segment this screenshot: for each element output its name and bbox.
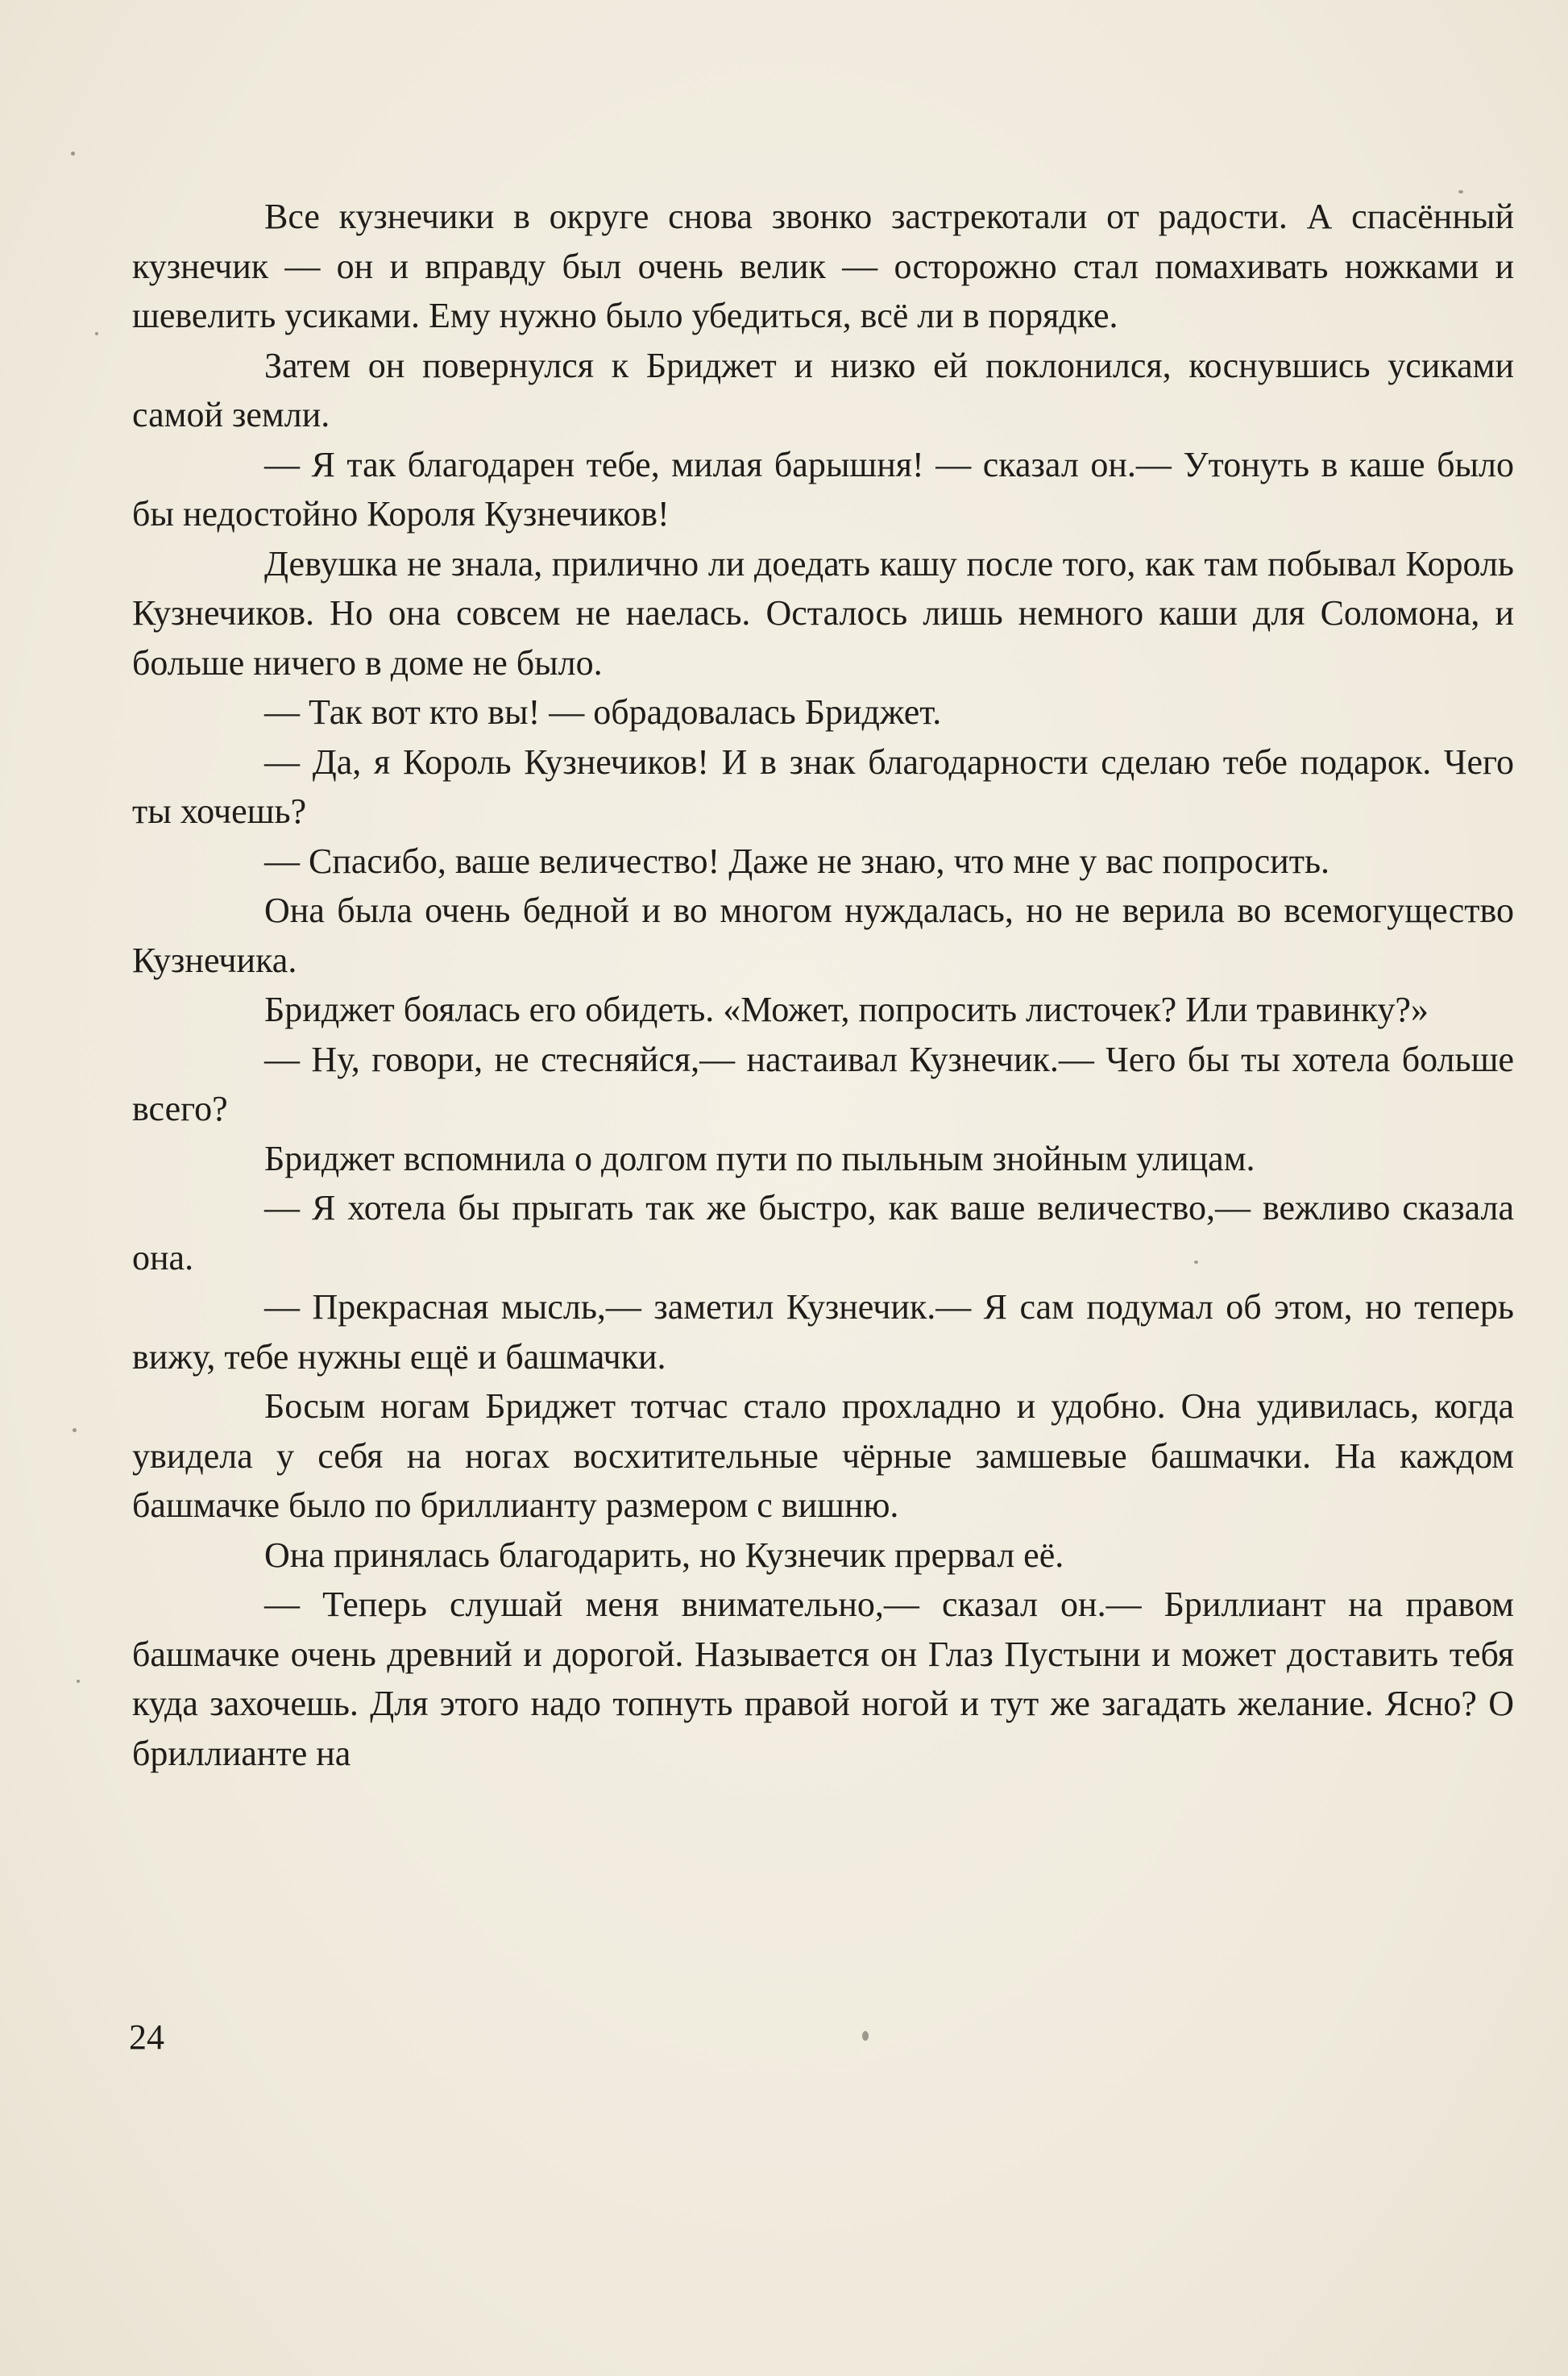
paragraph: — Я так благодарен тебе, милая барышня! — сказал он.— Утонуть в каше было бы недостойно Короля Кузнечиков! <box>132 444 1514 534</box>
paragraph: Бриджет вспомнила о долгом пути по пыльным знойным улицам. <box>264 1138 1255 1178</box>
paragraph: Босым ногам Бриджет тотчас стало прохладно и удобно. Она удивилась, когда увидела у себя на ногах восхитительные чёрные замшевые башмачки. На каждом башмачке было по бриллианту размером с вишню. <box>132 1386 1514 1525</box>
paper-speck <box>1194 1261 1198 1264</box>
paragraph: — Ну, говори, не стесняйся,— настаивал Кузнечик.— Чего бы ты хотела больше всего? <box>132 1039 1514 1128</box>
paragraph: — Спасибо, ваше величество! Даже не знаю, что мне у вас попросить. <box>264 841 1330 881</box>
page-number: 24 <box>129 2017 164 2057</box>
paragraph: — Прекрасная мысль,— заметил Кузнечик.— Я сам подумал об этом, но теперь вижу, тебе нужны ещё и башмачки. <box>132 1287 1514 1377</box>
paragraph: — Да, я Король Кузнечиков! И в знак благодарности сделаю тебе подарок. Чего ты хочешь? <box>132 741 1514 831</box>
paragraph: Затем он повернулся к Бриджет и низко ей поклонился, коснувшись усиками самой земли. <box>132 345 1514 434</box>
paper-speck <box>73 1428 77 1432</box>
paragraph: Она была очень бедной и во многом нуждалась, но не верила во всемогущество Кузнечика. <box>132 891 1514 980</box>
paragraph: — Так вот кто вы! — обрадовалась Бриджет. <box>264 692 942 732</box>
paragraph: Девушка не знала, прилично ли доедать кашу после того, как там побывал Король Кузнечиков. Но она совсем не наелась. Осталось лишь немного каши для Соломона, и больше ничего в доме не было. <box>132 543 1514 683</box>
paragraph: Бриджет боялась его обидеть. «Может, попросить листочек? Или травинку?» <box>264 990 1429 1029</box>
paragraph: — Теперь слушай меня внимательно,— сказал он.— Бриллиант на правом башмачке очень древний и дорогой. Называется он Глаз Пустыни и может доставить тебя куда захочешь. Для этого надо топнуть правой ногой и тут же загадать желание. Ясно? О бриллианте на <box>132 1585 1514 1773</box>
paper-speck <box>1458 190 1463 193</box>
paragraph: — Я хотела бы прыгать так же быстро, как ваше величество,— вежливо сказала она. <box>132 1188 1514 1277</box>
paper-speck <box>862 2031 869 2041</box>
paper-speck <box>71 152 75 156</box>
body-text <box>132 192 1514 1778</box>
paragraph: Все кузнечики в округе снова звонко застрекотали от радости. А спасённый кузнечик — он и вправду был очень велик — осторожно стал помахивать ножками и шевелить усиками. Ему нужно было убедиться, всё ли в порядке. <box>132 197 1514 335</box>
paper-speck <box>77 1680 80 1683</box>
paper-speck <box>95 332 98 335</box>
paragraph: Она принялась благодарить, но Кузнечик прервал её. <box>264 1535 1064 1575</box>
